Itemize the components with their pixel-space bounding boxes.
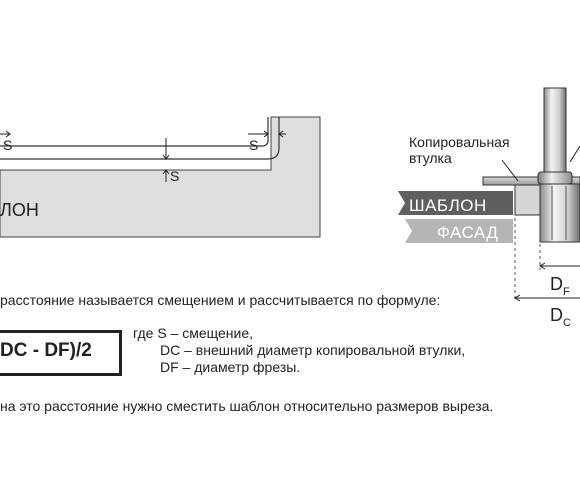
dc-label	[550, 305, 571, 329]
df-label-sub: F	[563, 286, 570, 298]
definition-df: DF – диаметр фрезы.	[160, 359, 301, 375]
bushing-label-line1: Копировальная	[409, 134, 510, 150]
dc-label-main: D	[550, 305, 563, 325]
facade-label: ФАСАД	[437, 223, 499, 242]
dc-label-sub: C	[563, 317, 571, 329]
label-part: ЛОН	[0, 200, 39, 220]
cutter-pointer	[570, 146, 580, 162]
intro-text: расстояние называется смещением и рассчитывается по формуле:	[0, 292, 441, 308]
bushing-label-line2: втулка	[409, 150, 452, 166]
offset-path-inner	[0, 117, 279, 159]
part-cross-section	[0, 117, 320, 237]
template-label: ШАБЛОН	[409, 196, 487, 215]
formula-text: DC - DF)/2	[0, 340, 92, 361]
left-section-diagram	[0, 117, 320, 237]
conclusion-text: на это расстояние нужно сместить шаблон относительно размеров выреза.	[0, 398, 494, 414]
definitions-block	[133, 325, 465, 376]
definition-s: где S – смещение,	[133, 325, 254, 341]
dc-dimension	[515, 295, 580, 301]
label-s-center: S	[170, 168, 180, 184]
router-cutter	[540, 184, 580, 242]
definition-dc: DC – внешний диаметр копировальной втулки,	[160, 342, 466, 358]
df-label-main: D	[550, 274, 563, 294]
df-dimension	[540, 263, 580, 269]
label-s-top-right: S	[249, 137, 259, 153]
label-s-top-left: S	[3, 137, 13, 153]
router-shaft	[544, 88, 566, 180]
df-label	[550, 274, 570, 298]
offset-path-outer	[0, 117, 268, 146]
router-collar	[538, 172, 572, 184]
